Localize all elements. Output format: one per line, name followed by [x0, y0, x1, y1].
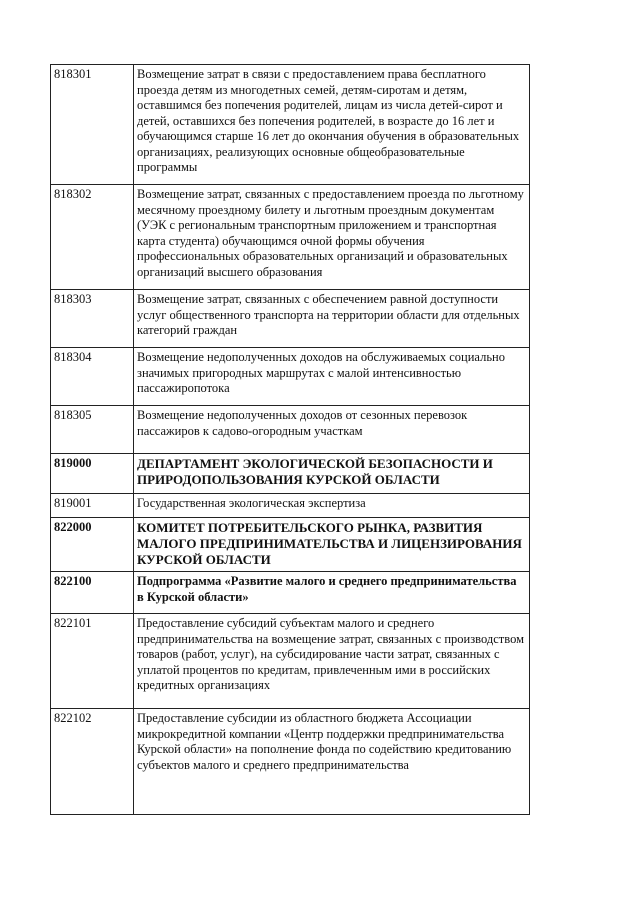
- row-code: 822000: [51, 518, 134, 572]
- row-code: 822101: [51, 614, 134, 709]
- row-description: Государственная экологическая экспертиза: [134, 494, 530, 518]
- table-row: [51, 494, 530, 518]
- row-description: КОМИТЕТ ПОТРЕБИТЕЛЬСКОГО РЫНКА, РАЗВИТИЯ МАЛОГО ПРЕДПРИНИМАТЕЛЬСТВА И ЛИЦЕНЗИРОВАНИЯ КУРСКОЙ ОБЛАСТИ: [134, 518, 530, 572]
- document-page: [50, 64, 530, 815]
- row-description: ДЕПАРТАМЕНТ ЭКОЛОГИЧЕСКОЙ БЕЗОПАСНОСТИ И ПРИРОДОПОЛЬЗОВАНИЯ КУРСКОЙ ОБЛАСТИ: [134, 454, 530, 494]
- row-code: 822100: [51, 572, 134, 614]
- row-code: 822102: [51, 709, 134, 815]
- row-description: Возмещение затрат, связанных с предоставлением проезда по льготному месячному проездному билету и льготным проездным документам (УЭК с региональным транспортным приложением и транспортная карта студента) обучающимся очной формы обучения профессиональных образовательных организаций и образовательных организаций высшего образования: [134, 185, 530, 290]
- row-description: Предоставление субсидии из областного бюджета Ассоциации микрокредитной компании «Центр поддержки предпринимательства Курской области» на пополнение фонда по содействию кредитованию субъектов малого и среднего предпринимательства: [134, 709, 530, 815]
- row-description: Возмещение затрат в связи с предоставлением права бесплатного проезда детям из многодетных семей, детям-сиротам и детям, оставшимся без попечения родителей, лицам из числа детей-сирот и детей, оставшихся без попечения родителей, в возрасте до 16 лет и обучающимся старше 16 лет до окончания обучения в образовательных организациях, реализующих основные общеобразовательные программы: [134, 65, 530, 185]
- table-row: [51, 65, 530, 185]
- row-code: 818302: [51, 185, 134, 290]
- row-description: Подпрограмма «Развитие малого и среднего предпринимательства в Курской области»: [134, 572, 530, 614]
- table-row: [51, 406, 530, 454]
- row-description: Предоставление субсидий субъектам малого и среднего предпринимательства на возмещение затрат, связанных с производством товаров (работ, услуг), на субсидирование части затрат, связанных с уплатой процентов по кредитам, привлеченным ими в российских кредитных организациях: [134, 614, 530, 709]
- row-description: Возмещение затрат, связанных с обеспечением равной доступности услуг общественного транспорта на территории области для отдельных категорий граждан: [134, 290, 530, 348]
- table-row: [51, 614, 530, 709]
- row-code: 818304: [51, 348, 134, 406]
- row-code: 819001: [51, 494, 134, 518]
- row-description: Возмещение недополученных доходов на обслуживаемых социально значимых пригородных маршрутах с малой интенсивностью пассажиропотока: [134, 348, 530, 406]
- row-code: 818305: [51, 406, 134, 454]
- row-description: Возмещение недополученных доходов от сезонных перевозок пассажиров к садово-огородным участкам: [134, 406, 530, 454]
- table-row-department: [51, 454, 530, 494]
- table-row: [51, 709, 530, 815]
- table-row: [51, 290, 530, 348]
- row-code: 818301: [51, 65, 134, 185]
- table-row-subprogram: [51, 572, 530, 614]
- table-row-committee: [51, 518, 530, 572]
- row-code: 818303: [51, 290, 134, 348]
- table-row: [51, 185, 530, 290]
- table-row: [51, 348, 530, 406]
- budget-codes-table: [50, 64, 530, 815]
- row-code: 819000: [51, 454, 134, 494]
